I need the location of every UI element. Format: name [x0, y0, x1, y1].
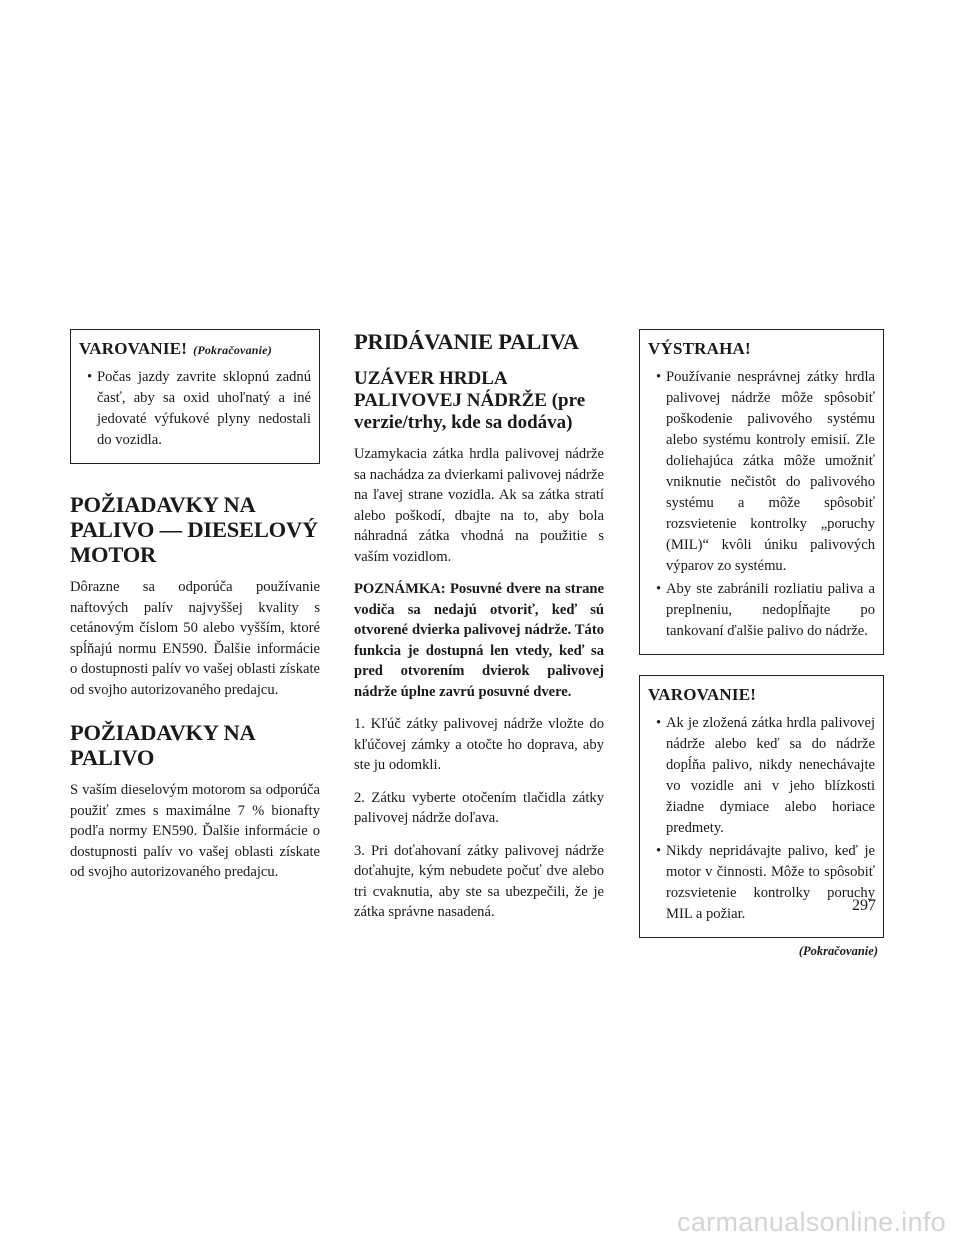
- caution-list: [648, 367, 875, 642]
- middle-column: [354, 329, 604, 935]
- section-heading-diesel-fuel: POŽIADAVKY NA PALIVO — DIESELOVÝ MOTOR: [70, 492, 319, 567]
- right-column: [639, 329, 884, 959]
- caution-item: • Používanie nesprávnej zátky hrdla palivovej nádrže môže spôsobiť poškodenie palivového systému alebo systému kontroly emisií. Zle doliehajúca zátka môže umožniť vniknutie nečistôt do palivového systému a môže spôsobiť rozsvietenie kontrolky „poruchy (MIL)“ kvôli úniku palivových výparov zo systému.: [648, 367, 875, 577]
- left-column: [70, 329, 320, 895]
- caution-title: VÝSTRAHA!: [648, 339, 751, 358]
- warning-item: • Ak je zložená zátka hrdla palivovej nádrže alebo keď sa do nádrže dopĺňa palivo, nikdy nenechávajte vo vozidle ani v jeho blízkosti žiadne dymiace alebo horiace predmety.: [648, 713, 875, 839]
- watermark: carmanualsonline.info: [677, 1207, 946, 1237]
- continued-footer: (Pokračovanie): [798, 944, 878, 958]
- caution-item: • Aby ste zabránili rozliatiu paliva a preplneniu, nedopĺňajte po tankovaní ďalšie palivo do nádrže.: [648, 579, 875, 642]
- note-paragraph: [354, 579, 604, 702]
- warning-item: • Počas jazdy zavrite sklopnú zadnú časť, aby sa oxid uhoľnatý a iné jedovaté výfukové plyny nedostali do vozidla.: [79, 367, 311, 451]
- section-text-fuel: S vaším dieselovým motorom sa odporúča použiť zmes s maximálne 7 % bionafty podľa normy EN590. Ďalšie informácie o dostupnosti palív vo vašej oblasti získate od svojho autorizovaného predajcu.: [70, 782, 320, 880]
- fuel-cap-intro: Uzamykacia zátka hrdla palivovej nádrže sa nachádza za dvierkami palivovej nádrže na ľavej strane vozidla. Ak sa zátka stratí alebo poškodí, dbajte na to, aby bola náhradná zátka vhodná na použitie s vaším vozidlom.: [354, 446, 604, 565]
- step-3: 3. Pri doťahovaní zátky palivovej nádrže doťahujte, kým nebudete počuť dve alebo tri cvaknutia, aby ste sa ubezpečili, že je zátka správne nasadená.: [354, 842, 604, 920]
- warning-item: • Nikdy nepridávajte palivo, keď je motor v činnosti. Môže to spôsobiť rozsvietenie kontrolky poruchy MIL a požiar.: [648, 841, 875, 925]
- section-heading-refueling: PRIDÁVANIE PALIVA: [354, 329, 579, 354]
- subheading-fuel-cap: UZÁVER HRDLA PALIVOVEJ NÁDRŽE (pre verzie/trhy, kde sa dodáva): [354, 368, 586, 433]
- note-label: POZNÁMKA:: [354, 581, 446, 597]
- warning-list: [648, 713, 875, 925]
- warning-title: VAROVANIE!: [648, 685, 757, 704]
- step-2: 2. Zátku vyberte otočením tlačidla zátky palivovej nádrže doľava.: [354, 789, 604, 826]
- warning-box-continued: [70, 329, 320, 464]
- warning-list: [79, 367, 311, 451]
- section-text-diesel-fuel: Dôrazne sa odporúča používanie naftových palív najvyššej kvality s cetánovým číslom 50 alebo vyšším, ktoré spĺňajú normu EN590. Ďalšie informácie o dostupnosti palív vo vašej oblasti získate od svojho autorizovaného predajcu.: [70, 579, 320, 698]
- continued-label: (Pokračovanie): [193, 343, 272, 357]
- note-text: Posuvné dvere na strane vodiča sa nedajú otvoriť, keď sú otvorené dvierka palivovej nádrže. Táto funkcia je dostupná len vtedy, keď sa pred otvorením dvierok palivovej nádrže úplne zavrú posuvné dvere.: [354, 581, 604, 700]
- page-number: 297: [852, 897, 876, 914]
- section-heading-fuel: POŽIADAVKY NA PALIVO: [70, 720, 255, 770]
- warning-title: [79, 339, 311, 359]
- warning-box: [639, 675, 884, 938]
- warning-title-text: VAROVANIE!: [79, 339, 188, 358]
- caution-box: [639, 329, 884, 655]
- step-1: 1. Kľúč zátky palivovej nádrže vložte do kľúčovej zámky a otočte ho doprava, aby ste ju odomkli.: [354, 716, 604, 773]
